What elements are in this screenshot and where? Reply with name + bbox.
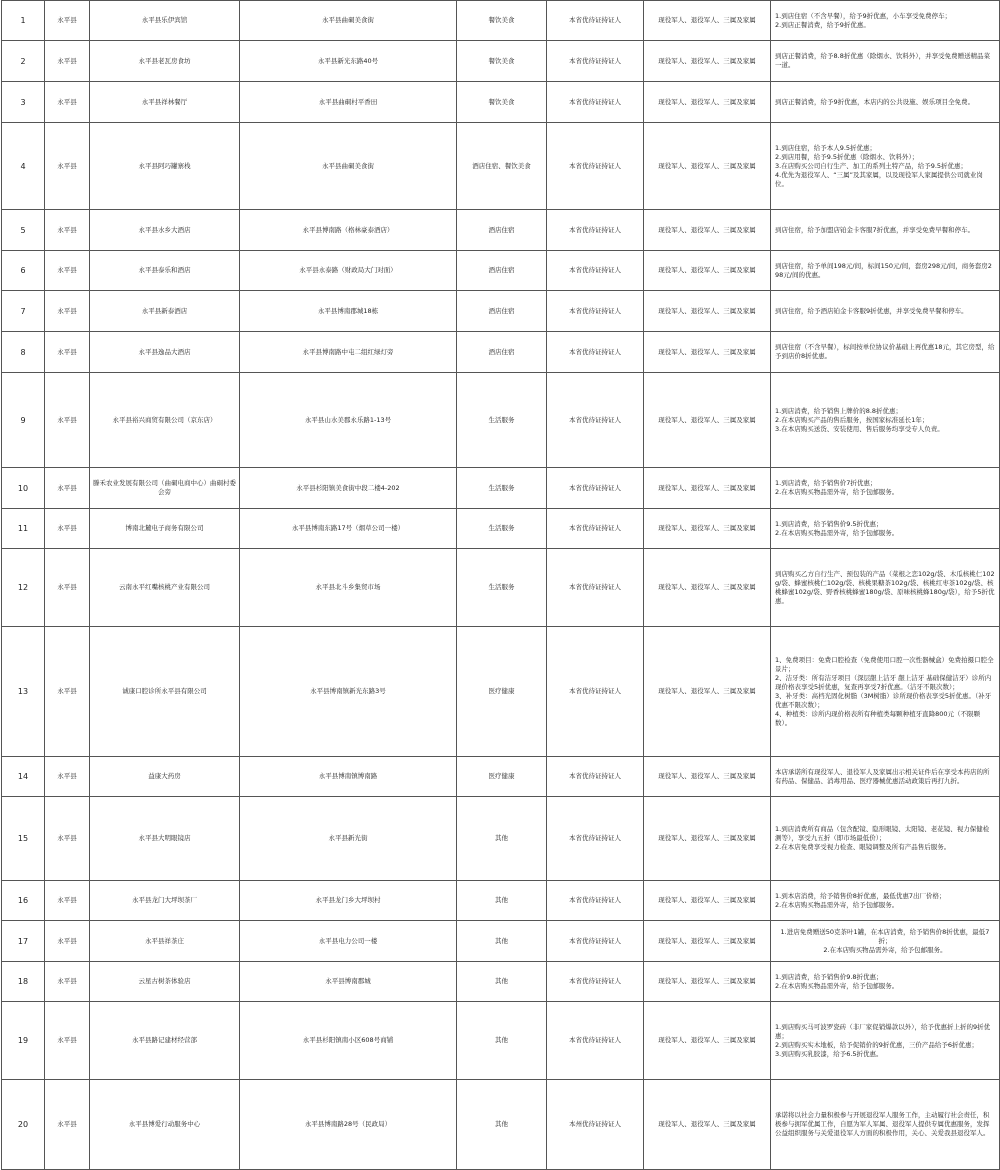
merchant-name-cell: 益康大药房: [90, 757, 240, 797]
category-cell: 酒店住宿: [457, 291, 547, 332]
category-cell: 其他: [457, 1080, 547, 1170]
category-cell: 餐饮美食: [457, 41, 547, 82]
county-cell: 永平县: [45, 509, 90, 549]
table-row: [2, 921, 1000, 962]
benefits-cell: [771, 332, 1000, 373]
merchant-name-cell: 永平县水乡大酒店: [90, 210, 240, 251]
benefit-line: 1.到店消费，给予销售上牌价的8.8折优惠；: [775, 406, 903, 415]
row-number: 20: [2, 1080, 45, 1170]
benefit-line: 1.到店消费，给予销售价9.5折优惠；: [775, 519, 883, 528]
benefit-line: 2.到店正餐消费，给予9折优惠。: [775, 20, 870, 29]
benefit-line: 2.到店用餐，给予9.5折优惠（除烟水、饮料外）；: [775, 152, 919, 161]
scope-cell: 本省优待证持证人: [547, 82, 644, 123]
benefit-line: 到店购买乙方自行生产、预包装的产品（菜根之恋102g/袋、木瓜核桃仁102g/袋、蜂蜜核桃仁102g/袋、核桃果糖茶102g/袋、核桃红枣茶102g/袋、核桃蜂蜜102g/袋、野香核桃蜂蜜180g/袋、原味核桃蜂180g/袋），给予5折优惠。: [775, 569, 995, 605]
targets-cell: 现役军人、退役军人、三属及家属: [644, 251, 771, 291]
targets-cell: 现役军人、退役军人、三属及家属: [644, 1, 771, 41]
row-number: 8: [2, 332, 45, 373]
benefits-cell: [771, 962, 1000, 1002]
row-number: 1: [2, 1, 45, 41]
merchant-name-cell: 永平县裕兴商贸有限公司（京东店）: [90, 373, 240, 468]
benefit-line: 1.到店消费所有商品（包含配镜、隐形眼镜、太阳镜、老花镜、视力保健检测等），享受九五折（即市场最低价）；: [775, 825, 990, 842]
table-row: [2, 123, 1000, 210]
merchant-name-cell: 云南永平红嘴核桃产业有限公司: [90, 549, 240, 627]
category-cell: 酒店住宿、餐饮美食: [457, 123, 547, 210]
benefit-line: 1、免费项目：免费口腔检查（免费使用口腔一次性器械盒）免费拍摄口腔全景片；: [775, 655, 994, 673]
merchant-name-cell: 永平县新泰酒店: [90, 291, 240, 332]
row-number: 6: [2, 251, 45, 291]
category-cell: 医疗健康: [457, 757, 547, 797]
scope-cell: 本省优待证持证人: [547, 921, 644, 962]
merchant-name-cell: 永平县阿巧罐寨栈: [90, 123, 240, 210]
category-cell: 酒店住宿: [457, 210, 547, 251]
merchant-name-cell: 永平县博爱行动服务中心: [90, 1080, 240, 1170]
row-number: 5: [2, 210, 45, 251]
address-cell: 永平县新光东路40号: [240, 41, 457, 82]
category-cell: 其他: [457, 797, 547, 881]
benefit-line: 到店正餐消费，给予8.8折优惠（除烟水、饮料外），并享受免费赠送精品菜一道。: [775, 52, 991, 69]
table-row: [2, 373, 1000, 468]
category-cell: 其他: [457, 962, 547, 1002]
county-cell: 永平县: [45, 797, 90, 881]
scope-cell: 本省优待证持证人: [547, 210, 644, 251]
table-row: [2, 962, 1000, 1002]
county-cell: 永平县: [45, 1080, 90, 1170]
targets-cell: 现役军人、退役军人、三属及家属: [644, 373, 771, 468]
address-cell: 永平县永泰路（财政局大门对面）: [240, 251, 457, 291]
benefit-line: 到店住宿，给予单间198元/间，标间150元/间，套房298元/间，商务套房298元/间的优惠。: [775, 261, 992, 279]
category-cell: 酒店住宿: [457, 251, 547, 291]
address-cell: 永平县博南路（格林豪泰酒店）: [240, 210, 457, 251]
table-row: [2, 82, 1000, 123]
merchant-name-cell: 永平县逸品大酒店: [90, 332, 240, 373]
row-number: 3: [2, 82, 45, 123]
scope-cell: 本省优待证持证人: [547, 1002, 644, 1080]
county-cell: 永平县: [45, 549, 90, 627]
benefit-line: 2.在本店购买物品需外寄，给予包邮服务。: [775, 528, 899, 537]
benefit-line: 到店住宿，给予加盟店铂金卡客服7折优惠，并享受免费早餐和停车。: [775, 225, 975, 234]
targets-cell: 现役军人、退役军人、三属及家属: [644, 1080, 771, 1170]
scope-cell: 本省优待证持证人: [547, 123, 644, 210]
benefit-line: 承诺将以社会力量积极参与开展退役军人服务工作，主动履行社会责任，积极参与拥军优属工作，自愿为军人军属、退役军人提供专属优惠服务，发挥公益组织服务与关爱退役军人方面的积极作用，关心、关爱我县退役军人。: [775, 1111, 990, 1137]
benefit-line: 2.在本店免费享受视力检查、眼镜调整及所有产品售后服务。: [775, 843, 951, 851]
table-row: [2, 549, 1000, 627]
benefits-cell: [771, 1080, 1000, 1170]
scope-cell: 本省优待证持证人: [547, 251, 644, 291]
scope-cell: 本省优待证持证人: [547, 881, 644, 921]
address-cell: 永平县杉阳镇南小区608号商铺: [240, 1002, 457, 1080]
address-cell: 永平县新光街: [240, 797, 457, 881]
category-cell: 生活服务: [457, 373, 547, 468]
scope-cell: 本省优待证持证人: [547, 549, 644, 627]
benefits-cell: [771, 82, 1000, 123]
row-number: 18: [2, 962, 45, 1002]
benefit-line: 2.在本店购买产品的售后服务，按国家标准延长1年；: [775, 415, 929, 424]
row-number: 14: [2, 757, 45, 797]
merchant-name-cell: 永平县龙门大坪坝茶厂: [90, 881, 240, 921]
address-cell: 永平县曲硐村平香田: [240, 82, 457, 123]
category-cell: 餐饮美食: [457, 1, 547, 41]
row-number: 2: [2, 41, 45, 82]
benefit-line: 1.进店免费赠送50克茶叶1罐，在本店消费，给予销售价8折优惠，最低7折；: [780, 927, 990, 945]
scope-cell: 本省优待证持证人: [547, 1, 644, 41]
table-row: [2, 251, 1000, 291]
targets-cell: 现役军人、退役军人、三属及家属: [644, 468, 771, 509]
benefit-line: 到店住宿（不含早餐），标间按单位协议价基础上再优惠18元，其它房型，给予到店价8折优惠。: [775, 343, 995, 360]
merchant-name-cell: 滕禾农业发展有限公司（曲硐电商中心）曲硐村委会旁: [90, 468, 240, 509]
benefit-line: 到店正餐消费，给予9折优惠，本店内的公共设施、娱乐项目全免费。: [775, 97, 975, 106]
benefits-cell: [771, 881, 1000, 921]
address-cell: 永平县博南镇博南路: [240, 757, 457, 797]
merchant-name-cell: 云星古树茶体验店: [90, 962, 240, 1002]
row-number: 16: [2, 881, 45, 921]
county-cell: 永平县: [45, 962, 90, 1002]
targets-cell: 现役军人、退役军人、三属及家属: [644, 509, 771, 549]
targets-cell: 现役军人、退役军人、三属及家属: [644, 291, 771, 332]
scope-cell: 本省优待证持证人: [547, 627, 644, 757]
county-cell: 永平县: [45, 123, 90, 210]
benefits-cell: [771, 627, 1000, 757]
targets-cell: 现役军人、退役军人、三属及家属: [644, 921, 771, 962]
address-cell: 永平县电力公司一楼: [240, 921, 457, 962]
row-number: 11: [2, 509, 45, 549]
merchant-name-cell: 永平县祥茶庄: [90, 921, 240, 962]
benefits-cell: [771, 251, 1000, 291]
benefits-cell: [771, 1, 1000, 41]
merchant-name-cell: 永平县泰乐和酒店: [90, 251, 240, 291]
address-cell: 永平县博南郡城: [240, 962, 457, 1002]
county-cell: 永平县: [45, 332, 90, 373]
merchant-name-cell: 永平县祥林餐厅: [90, 82, 240, 123]
county-cell: 永平县: [45, 921, 90, 962]
benefit-line: 3.在店购买公司自行生产、加工的系列土特产品，给予9.5折优惠；: [775, 161, 968, 170]
targets-cell: 现役军人、退役军人、三属及家属: [644, 797, 771, 881]
targets-cell: 现役军人、退役军人、三属及家属: [644, 123, 771, 210]
row-number: 12: [2, 549, 45, 627]
merchant-name-cell: 永平县路记建材经营部: [90, 1002, 240, 1080]
scope-cell: 本省优待证持证人: [547, 509, 644, 549]
targets-cell: 现役军人、退役军人、三属及家属: [644, 1002, 771, 1080]
scope-cell: 本省优待证持证人: [547, 468, 644, 509]
county-cell: 永平县: [45, 82, 90, 123]
benefits-cell: [771, 549, 1000, 627]
table-row: [2, 291, 1000, 332]
address-cell: 永平县北斗乡集贸市场: [240, 549, 457, 627]
benefit-line: 2、洁牙类：所有洁牙项目（深层龈上洁牙 龈上洁牙 基础保健洁牙）诊所内现价格表享受5折优惠，复查再享受7折优惠。（洁牙不限次数）；: [775, 673, 992, 691]
merchant-name-cell: 永平县大明眼镜店: [90, 797, 240, 881]
table-row: [2, 757, 1000, 797]
row-number: 19: [2, 1002, 45, 1080]
category-cell: 生活服务: [457, 468, 547, 509]
address-cell: 永平县曲硐美食街: [240, 1, 457, 41]
benefit-line: 1.到店消费，给予销售价7折优惠；: [775, 479, 877, 487]
benefits-cell: [771, 123, 1000, 210]
address-cell: 永平县山水美郡永乐路1-13号: [240, 373, 457, 468]
table-row: [2, 881, 1000, 921]
benefit-line: 1.到本店消费，给予销售价8折优惠，最低优惠7出厂价格；: [775, 891, 946, 900]
benefit-line: 1.到店住宿，给予本人9.5折优惠；: [775, 143, 877, 152]
merchant-name-cell: 永平县老瓦房食坊: [90, 41, 240, 82]
benefit-line: 2.在本店购买物品需外寄，给予包邮服务。: [823, 945, 947, 954]
benefit-line: 到店住宿，给予酒店铂金卡客服9折优惠，并享受免费早餐和停车。: [775, 306, 968, 315]
address-cell: 永平县博南郡城18栋: [240, 291, 457, 332]
benefit-line: 3、补牙类：高档光固化树脂（3M树脂）诊所现价格表享受5折优惠。（补牙优惠不限次数）；: [775, 691, 992, 709]
address-cell: 永平县曲硐美食街: [240, 123, 457, 210]
merchant-name-cell: 永平县乐伊宾馆: [90, 1, 240, 41]
benefit-line: 1.到店消费，给予销售价9.8折优惠；: [775, 972, 883, 981]
county-cell: 永平县: [45, 757, 90, 797]
address-cell: 永平县博南路28号（民政局）: [240, 1080, 457, 1170]
benefit-line: 本店承诺所有现役军人、退役军人及家属出示相关证件后在享受本药店的所有药品、保健品、消毒用品、医疗器械优惠活动政策后再打九折。: [775, 767, 990, 785]
row-number: 9: [2, 373, 45, 468]
targets-cell: 现役军人、退役军人、三属及家属: [644, 210, 771, 251]
table-row: [2, 627, 1000, 757]
category-cell: 生活服务: [457, 549, 547, 627]
benefit-line: 1.到店住宿（不含早餐），给予9折优惠，小车享受免费停车；: [775, 11, 952, 20]
benefit-line: 2.到店购买实木地板，给予促销价的9折优惠，三价产品给予6折优惠；: [775, 1040, 978, 1049]
scope-cell: 本省优待证持证人: [547, 797, 644, 881]
benefits-cell: [771, 210, 1000, 251]
benefit-line: 3.在本店购买送货、安装使用、售后服务均享受专人负责。: [775, 424, 944, 433]
benefits-cell: [771, 291, 1000, 332]
table-row: [2, 210, 1000, 251]
benefit-line: 2.在本店购买物品需外寄，给予包邮服务。: [775, 488, 899, 496]
address-cell: 永平县龙门乡大坪坝村: [240, 881, 457, 921]
county-cell: 永平县: [45, 210, 90, 251]
benefits-cell: [771, 509, 1000, 549]
scope-cell: 本省优待证持证人: [547, 332, 644, 373]
address-cell: 永平县博南东路17号（烟草公司一楼）: [240, 509, 457, 549]
county-cell: 永平县: [45, 468, 90, 509]
benefit-line: 3.到店购买乳胶漆，给予6.5折优惠。: [775, 1049, 883, 1058]
row-number: 13: [2, 627, 45, 757]
benefits-cell: [771, 757, 1000, 797]
benefits-cell: [771, 921, 1000, 962]
table-row: [2, 332, 1000, 373]
targets-cell: 现役军人、退役军人、三属及家属: [644, 549, 771, 627]
targets-cell: 现役军人、退役军人、三属及家属: [644, 627, 771, 757]
table-row: [2, 509, 1000, 549]
category-cell: 医疗健康: [457, 627, 547, 757]
merchant-name-cell: 博南北麓电子商务有限公司: [90, 509, 240, 549]
targets-cell: 现役军人、退役军人、三属及家属: [644, 82, 771, 123]
targets-cell: 现役军人、退役军人、三属及家属: [644, 881, 771, 921]
table-row: [2, 1002, 1000, 1080]
row-number: 7: [2, 291, 45, 332]
targets-cell: 现役军人、退役军人、三属及家属: [644, 41, 771, 82]
targets-cell: 现役军人、退役军人、三属及家属: [644, 962, 771, 1002]
benefits-cell: [771, 41, 1000, 82]
county-cell: 永平县: [45, 291, 90, 332]
county-cell: 永平县: [45, 1002, 90, 1080]
row-number: 10: [2, 468, 45, 509]
benefit-line: 2.在本店购买物品需外寄，给予包邮服务。: [775, 900, 899, 909]
targets-cell: 现役军人、退役军人、三属及家属: [644, 332, 771, 373]
benefit-line: 1.到店购买马可波罗瓷砖（非厂家促销爆款以外），给予优惠折上折的9折优惠；: [775, 1022, 991, 1040]
address-cell: 永平县博南镇新光东路3号: [240, 627, 457, 757]
county-cell: 永平县: [45, 373, 90, 468]
category-cell: 其他: [457, 921, 547, 962]
benefits-cell: [771, 373, 1000, 468]
county-cell: 永平县: [45, 881, 90, 921]
row-number: 15: [2, 797, 45, 881]
category-cell: 其他: [457, 1002, 547, 1080]
benefits-cell: [771, 1002, 1000, 1080]
scope-cell: 本省优待证持证人: [547, 41, 644, 82]
table-row: [2, 1, 1000, 41]
county-cell: 永平县: [45, 251, 90, 291]
county-cell: 永平县: [45, 1, 90, 41]
scope-cell: 本省优待证持证人: [547, 962, 644, 1002]
category-cell: 生活服务: [457, 509, 547, 549]
address-cell: 永平县杉阳镇美食街中段二楼4-202: [240, 468, 457, 509]
scope-cell: 本州优待证持证人: [547, 1080, 644, 1170]
scope-cell: 本省优待证持证人: [547, 757, 644, 797]
category-cell: 其他: [457, 881, 547, 921]
benefit-line: 4、种植类：诊所内现价格表所有种植类每颗种植牙直降800元（不限颗数）。: [775, 709, 981, 727]
benefits-cell: [771, 797, 1000, 881]
category-cell: 酒店住宿: [457, 332, 547, 373]
table-row: [2, 797, 1000, 881]
category-cell: 餐饮美食: [457, 82, 547, 123]
benefits-cell: [771, 468, 1000, 509]
targets-cell: 现役军人、退役军人、三属及家属: [644, 757, 771, 797]
table-row: [2, 468, 1000, 509]
scope-cell: 本省优待证持证人: [547, 373, 644, 468]
benefits-table: [1, 0, 1000, 1170]
row-number: 17: [2, 921, 45, 962]
table-row: [2, 1080, 1000, 1170]
scope-cell: 本省优待证持证人: [547, 291, 644, 332]
address-cell: 永平县博南路中屯二组红绿灯旁: [240, 332, 457, 373]
table-row: [2, 41, 1000, 82]
merchant-name-cell: 诚康口腔诊所永平县有限公司: [90, 627, 240, 757]
county-cell: 永平县: [45, 627, 90, 757]
row-number: 4: [2, 123, 45, 210]
benefit-line: 4.优先为退役军人、“三属”及其家属，以及现役军人家属提供公司就业岗位。: [775, 170, 983, 188]
county-cell: 永平县: [45, 41, 90, 82]
benefit-line: 2.在本店购买物品需外寄，给予包邮服务。: [775, 981, 899, 990]
